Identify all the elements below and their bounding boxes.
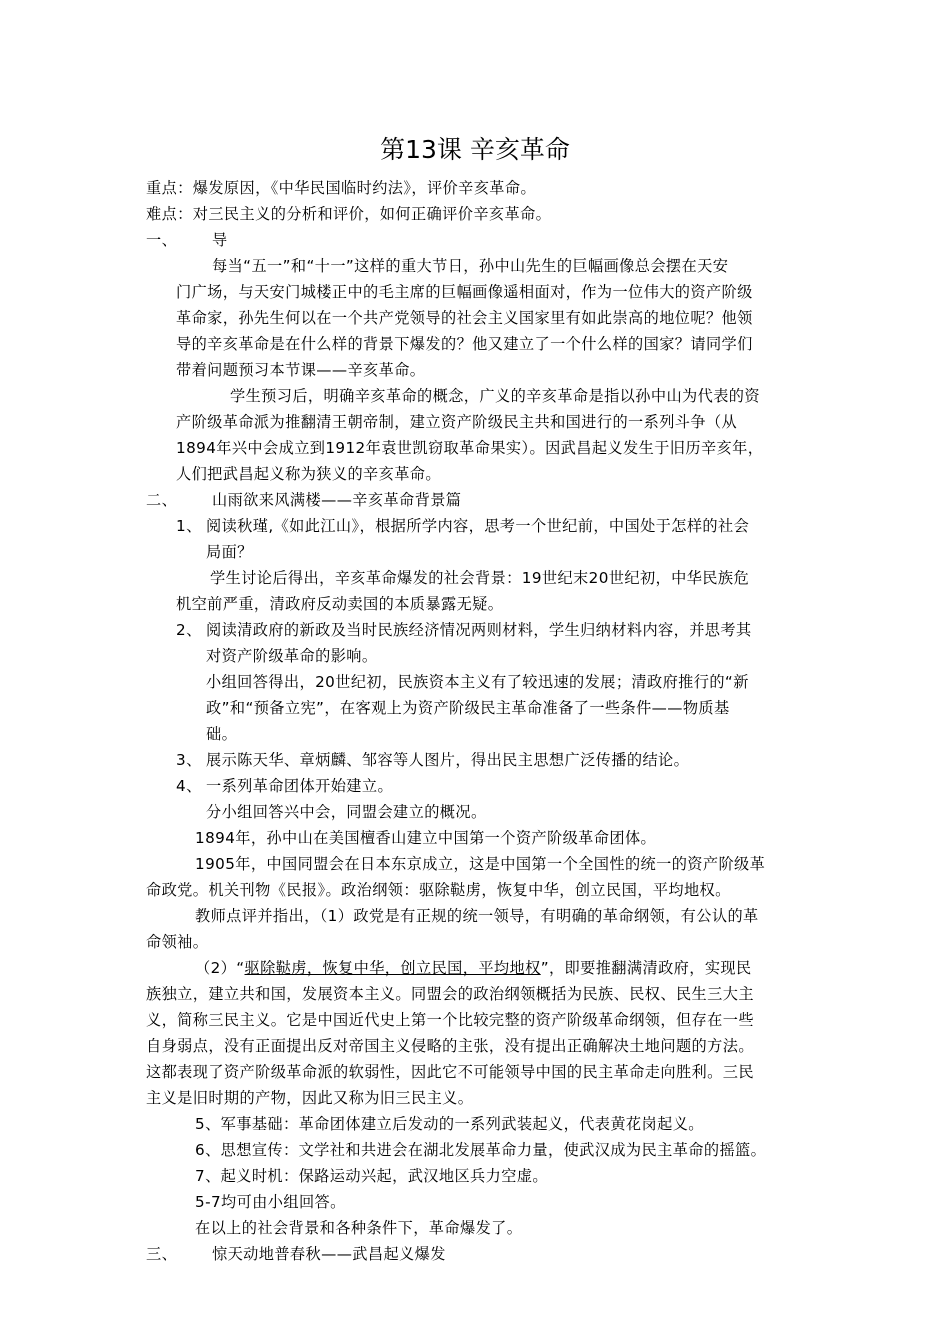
paragraph-line: 在以上的社会背景和各种条件下，革命爆发了。 [195, 1219, 523, 1237]
item-number: 3、 [176, 751, 202, 769]
paragraph-line: 机空前严重，清政府反动卖国的本质暴露无疑。 [176, 595, 504, 613]
paragraph-line: 小组回答得出，20世纪初，民族资本主义有了较迅速的发展；清政府推行的“新 [206, 673, 749, 691]
item-number: 4、 [176, 777, 202, 795]
paragraph-line: 分小组回答兴中会，同盟会建立的概况。 [206, 803, 487, 821]
paragraph-line: 义，简称三民主义。它是中国近代史上第一个比较完整的资产阶级革命纲领，但存在一些 [146, 1011, 754, 1029]
paragraph-line: 7、起义时机：保路运动兴起，武汉地区兵力空虚。 [195, 1167, 548, 1185]
paragraph-line: 每当“五一”和“十一”这样的重大节日，孙中山先生的巨幅画像总会摆在天安 [212, 257, 729, 275]
paragraph-line: 政”和“预备立宪”，在客观上为资产阶级民主革命准备了一些条件——物质基 [206, 699, 730, 717]
underlined-platform-text: 驱除鞑虏，恢复中华，创立民国，平均地权 [244, 959, 541, 977]
item-text: 局面？ [206, 543, 253, 561]
paragraph-suffix: ”，即要推翻满清政府，实现民 [540, 959, 752, 977]
item-number: 1、 [176, 517, 202, 535]
section-1-number: 一、 [146, 231, 178, 249]
paragraph-line: 教师点评并指出，（1）政党是有正规的统一领导，有明确的革命纲领，有公认的革 [195, 907, 759, 925]
paragraph-line: 族独立，建立共和国，发展资本主义。同盟会的政治纲领概括为民族、民权、民生三大主 [146, 985, 754, 1003]
paragraph-line: 革命家，孙先生何以在一个共产党领导的社会主义国家里有如此崇高的地位呢？他领 [176, 309, 753, 327]
paragraph-line: 1894年兴中会成立到1912年袁世凯窃取革命果实）。因武昌起义发生于旧历辛亥年， [176, 439, 764, 457]
paragraph-line: 带着问题预习本节课——辛亥革命。 [176, 361, 426, 379]
section-2-number: 二、 [146, 491, 178, 509]
key-points: 重点：爆发原因，《中华民国临时约法》，评价辛亥革命。 [146, 179, 537, 197]
paragraph-line: 主义是旧时期的产物，因此又称为旧三民主义。 [146, 1089, 474, 1107]
paragraph-line: 1905年，中国同盟会在日本东京成立，这是中国第一个全国性的统一的资产阶级革 [195, 855, 766, 873]
paragraph-line: 6、思想宣传：文学社和共进会在湖北发展革命力量，使武汉成为民主革命的摇篮。 [195, 1141, 767, 1159]
section-2-heading: 山雨欲来风满楼——辛亥革命背景篇 [212, 491, 462, 509]
paragraph-line: 门广场，与天安门城楼正中的毛主席的巨幅画像遥相面对，作为一位伟大的资产阶级 [176, 283, 753, 301]
paragraph-line: 1894年，孙中山在美国檀香山建立中国第一个资产阶级革命团体。 [195, 829, 657, 847]
section-1-heading: 导 [212, 231, 228, 249]
paragraph-line: 学生预习后，明确辛亥革命的概念，广义的辛亥革命是指以孙中山为代表的资 [230, 387, 760, 405]
item-text: 对资产阶级革命的影响。 [206, 647, 378, 665]
paragraph-line: 导的辛亥革命是在什么样的背景下爆发的？他又建立了一个什么样的国家？请同学们 [176, 335, 753, 353]
paragraph-line: 学生讨论后得出，辛亥革命爆发的社会背景：19世纪末20世纪初，中华民族危 [210, 569, 750, 587]
paragraph-line: 自身弱点，没有正面提出反对帝国主义侵略的主张，没有提出正确解决土地问题的方法。 [146, 1037, 754, 1055]
lesson-title: 第13课 辛亥革命 [380, 135, 570, 164]
paragraph-line: 产阶级革命派为推翻清王朝帝制，建立资产阶级民主共和国进行的一系列斗争（从 [176, 413, 738, 431]
paragraph-prefix: （2）“ [195, 959, 245, 977]
difficult-points: 难点：对三民主义的分析和评价，如何正确评价辛亥革命。 [146, 205, 552, 223]
paragraph-line: 人们把武昌起义称为狭义的辛亥革命。 [176, 465, 441, 483]
paragraph-line: 这都表现了资产阶级革命派的软弱性，因此它不可能领导中国的民主革命走向胜利。三民 [146, 1063, 754, 1081]
paragraph-line: 命领袖。 [146, 933, 209, 951]
item-text: 一系列革命团体开始建立。 [206, 777, 394, 795]
item-text: 展示陈天华、章炳麟、邹容等人图片，得出民主思想广泛传播的结论。 [206, 751, 690, 769]
item-text: 阅读清政府的新政及当时民族经济情况两则材料，学生归纳材料内容，并思考其 [206, 621, 752, 639]
section-3-heading: 惊天动地普春秋——武昌起义爆发 [212, 1245, 446, 1263]
paragraph-line [195, 958, 752, 978]
paragraph-line: 础。 [206, 725, 238, 743]
paragraph-line: 5-7均可由小组回答。 [195, 1193, 346, 1211]
item-number: 2、 [176, 621, 202, 639]
paragraph-line: 5、军事基础：革命团体建立后发动的一系列武装起义，代表黄花岗起义。 [195, 1115, 704, 1133]
paragraph-line: 命政党。机关刊物《民报》。政治纲领：驱除鞑虏，恢复中华，创立民国，平均地权。 [146, 881, 731, 899]
item-text: 阅读秋瑾,《如此江山》，根据所学内容，思考一个世纪前，中国处于怎样的社会 [206, 517, 750, 535]
section-3-number: 三、 [146, 1245, 178, 1263]
